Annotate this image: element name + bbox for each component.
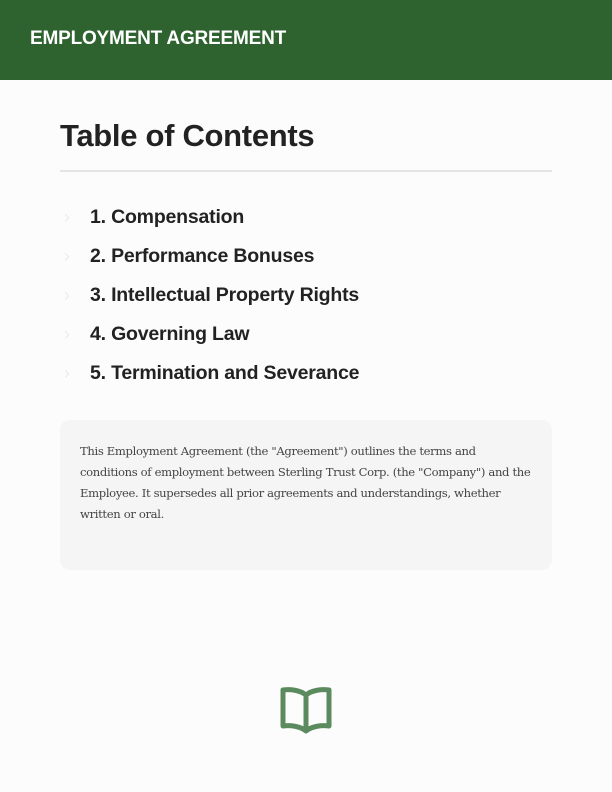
toc-item-label[interactable]: 4. Governing Law (90, 323, 250, 345)
toc-item-label[interactable]: 2. Performance Bonuses (90, 245, 315, 267)
toc-item-label[interactable]: 5. Termination and Severance (90, 362, 360, 384)
chevron-right-icon: › (64, 246, 70, 266)
toc-list (60, 198, 359, 393)
chevron-right-icon: › (64, 285, 70, 305)
chevron-right-icon: › (64, 363, 70, 383)
toc-item[interactable] (60, 198, 359, 237)
book-icon (280, 686, 332, 741)
toc-item[interactable] (60, 276, 359, 315)
intro-box (60, 420, 552, 570)
divider (60, 170, 552, 172)
chevron-right-icon: › (64, 324, 70, 344)
chevron-right-icon: › (64, 207, 70, 227)
toc-item[interactable] (60, 354, 359, 393)
toc-heading: Table of Contents (60, 118, 315, 153)
toc-item[interactable] (60, 237, 359, 276)
header-bar (0, 0, 612, 80)
toc-item-label[interactable]: 1. Compensation (90, 206, 245, 228)
intro-text: This Employment Agreement (the "Agreement") outlines the terms and conditions of employment between Sterling Trust Corp. (the "Company") and the Employee. It supersedes all prior agreements and understandings, whether written or oral. (80, 444, 531, 521)
toc-item-label[interactable]: 3. Intellectual Property Rights (90, 284, 360, 306)
document-title: EMPLOYMENT AGREEMENT (30, 28, 287, 49)
toc-item[interactable] (60, 315, 359, 354)
